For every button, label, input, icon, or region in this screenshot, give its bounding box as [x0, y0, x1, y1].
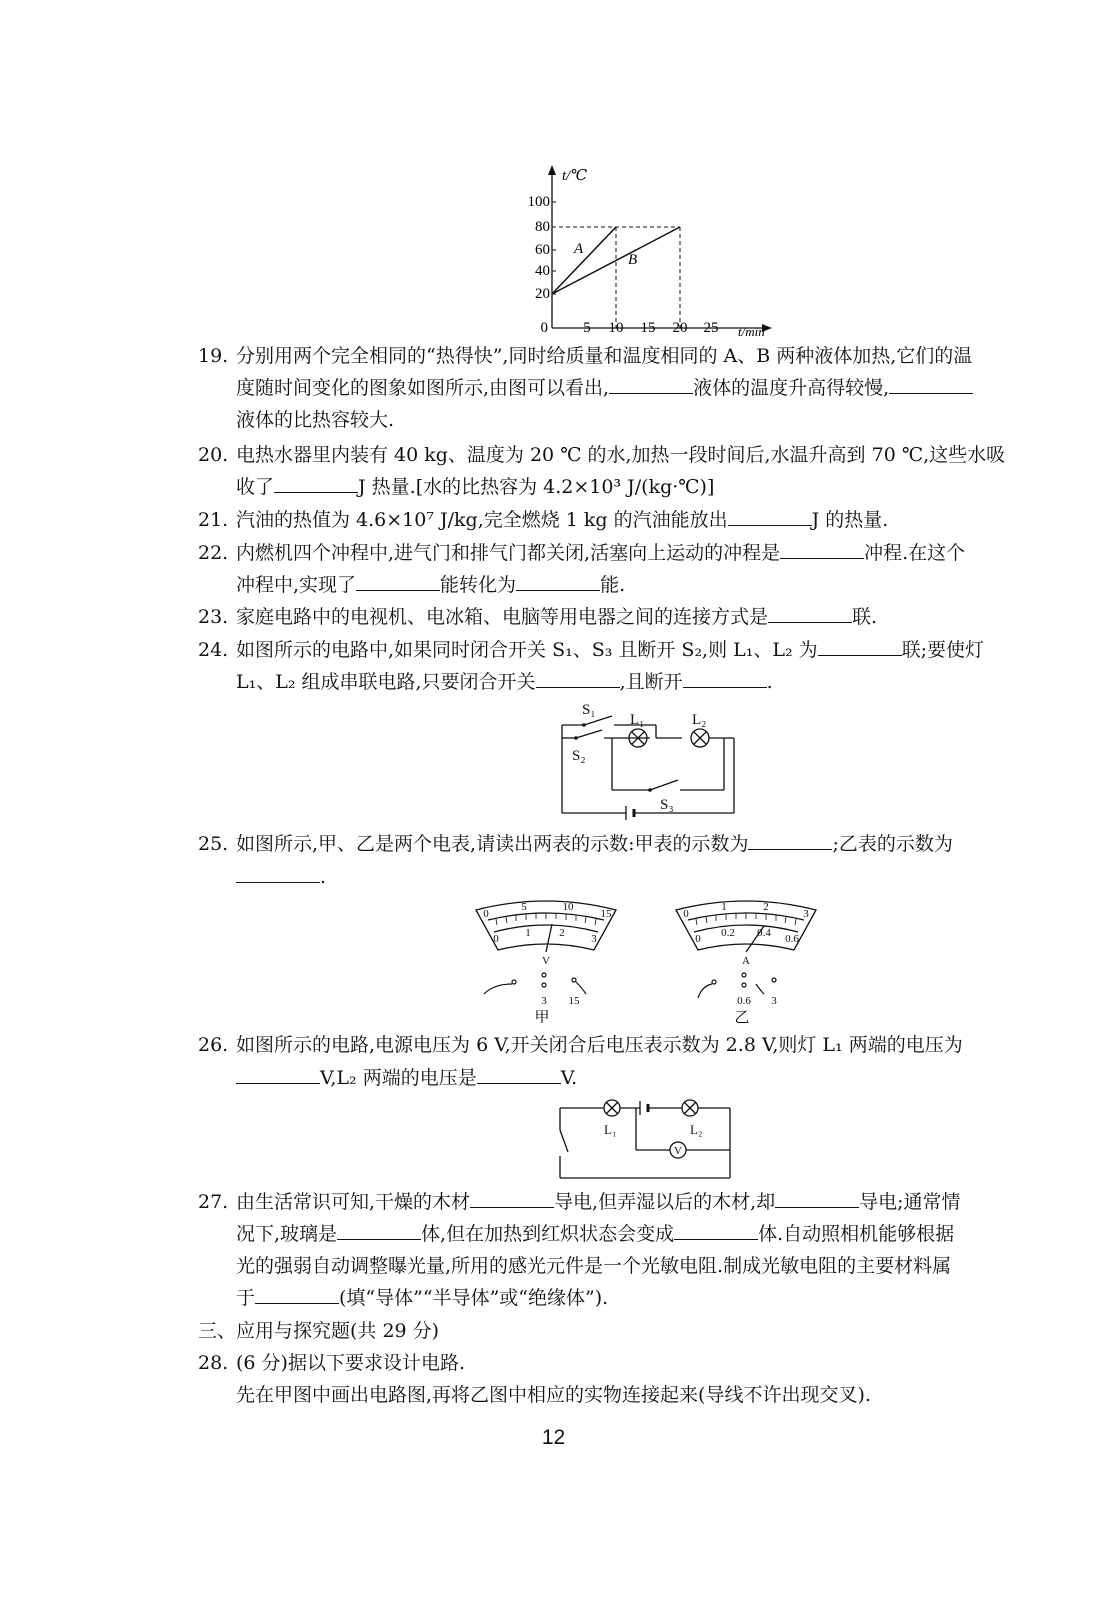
question-text: .: [766, 671, 773, 693]
answer-blank[interactable]: [536, 667, 620, 688]
question-text: 由生活常识可知,干燥的木材: [236, 1191, 471, 1213]
v-top-scale-5: 5: [521, 901, 527, 913]
temperature-time-graph: [510, 160, 780, 340]
y-tick-100: 100: [527, 194, 550, 210]
answer-blank[interactable]: [236, 862, 320, 883]
question-text: ;乙表的示数为: [832, 833, 953, 855]
question-19-line-3: [236, 404, 394, 436]
answer-blank[interactable]: [775, 1187, 859, 1208]
question-19: [198, 340, 1058, 372]
question-text: V,L₂ 两端的电压是: [320, 1067, 477, 1089]
answer-blank[interactable]: [674, 1219, 758, 1240]
origin-label: 0: [540, 320, 548, 336]
question-text: 如图所示,甲、乙是两个电表,请读出两表的示数:甲表的示数为: [236, 833, 749, 855]
meters-figure: [466, 898, 826, 1023]
a-top-scale-1: 1: [721, 901, 727, 913]
question-text: 导电,但弄湿以后的木材,却: [554, 1191, 776, 1213]
x-tick-25: 25: [703, 320, 719, 336]
v-bottom-scale-3: 3: [591, 933, 597, 945]
question-28: [198, 1347, 1058, 1379]
v-top-scale-10: 10: [562, 901, 574, 913]
circuit-diagram-26: [550, 1094, 740, 1184]
question-text: 内燃机四个冲程中,进气门和排气门都关闭,活塞向上运动的冲程是: [236, 542, 781, 564]
answer-blank[interactable]: [337, 1219, 421, 1240]
y-tick-20: 20: [535, 286, 550, 302]
question-20-line-2: [236, 471, 714, 503]
question-22-line-2: [236, 569, 625, 601]
answer-blank[interactable]: [477, 1063, 561, 1084]
question-text: 家庭电路中的电视机、电冰箱、电脑等用电器之间的连接方式是: [236, 606, 769, 628]
meter-caption-yi: 乙: [734, 1010, 750, 1023]
a-top-scale-0: 0: [683, 908, 689, 920]
question-number: 20.: [198, 444, 229, 466]
question-number: 25.: [198, 833, 229, 855]
question-19-line-2: [236, 372, 973, 404]
section-3-heading: [198, 1315, 1058, 1347]
x-tick-20: 20: [672, 320, 688, 336]
question-text: 光的强弱自动调整曝光量,所用的感光元件是一个光敏电阻.制成光敏电阻的主要材料属: [236, 1255, 952, 1277]
y-tick-60: 60: [535, 242, 550, 258]
page-number: 12: [541, 1426, 566, 1449]
question-25: [198, 828, 1058, 860]
question-text: 联;要使灯: [901, 639, 985, 661]
question-text: 电热水器里内装有 40 kg、温度为 20 ℃ 的水,加热一段时间后,水温升高到 70 ℃,这些水吸: [236, 444, 1006, 466]
question-number: 23.: [198, 606, 229, 628]
question-text: 导电;通常情: [859, 1191, 961, 1213]
line-a: [552, 227, 616, 294]
question-28-line-2: [236, 1379, 871, 1411]
label-a: A: [574, 241, 584, 257]
question-text: (6 分)据以下要求设计电路.: [236, 1352, 465, 1374]
answer-blank[interactable]: [236, 1063, 320, 1084]
x-tick-10: 10: [608, 320, 624, 336]
question-27: [198, 1186, 1058, 1218]
question-text: L₁、L₂ 组成串联电路,只要闭合开关: [236, 671, 536, 693]
lamp-l1-label: L₁: [604, 1122, 617, 1137]
answer-blank[interactable]: [609, 373, 693, 394]
v-bottom-scale-1: 1: [525, 927, 531, 939]
voltmeter-symbol: V: [542, 955, 550, 967]
question-27-line-3: [236, 1250, 951, 1282]
section-title: 三、应用与探究题(共 29 分): [198, 1320, 440, 1342]
ammeter-terminal-06: 0.6: [737, 995, 751, 1007]
question-text: 冲程.在这个: [864, 542, 966, 564]
x-tick-15: 15: [640, 320, 656, 336]
lamp-l2-label: L₂: [692, 712, 707, 728]
meter-caption-jia: 甲: [534, 1010, 550, 1023]
circuit-diagram-24: [550, 700, 750, 820]
question-text: 先在甲图中画出电路图,再将乙图中相应的实物连接起来(导线不许出现交叉).: [236, 1384, 871, 1406]
question-24: [198, 634, 1058, 666]
y-tick-80: 80: [535, 219, 550, 235]
v-top-scale-0: 0: [483, 908, 489, 920]
question-text: 于: [236, 1287, 256, 1309]
voltmeter-terminal-15: 15: [568, 995, 580, 1007]
v-bottom-scale-2: 2: [559, 927, 565, 939]
question-22: [198, 537, 1058, 569]
question-number: 19.: [198, 345, 229, 367]
question-26-line-2: [236, 1062, 577, 1094]
a-top-scale-2: 2: [763, 901, 769, 913]
answer-blank[interactable]: [728, 505, 812, 526]
answer-blank[interactable]: [889, 373, 973, 394]
question-21: [198, 504, 1058, 536]
question-text: 体,但在加热到红炽状态会变成: [421, 1223, 675, 1245]
a-bottom-scale-06: 0.6: [785, 933, 799, 945]
question-text: ,且断开: [619, 671, 683, 693]
question-text: 如图所示的电路中,如果同时闭合开关 S₁、S₃ 且断开 S₂,则 L₁、L₂ 为: [236, 639, 818, 661]
question-text: .: [320, 866, 327, 888]
answer-blank[interactable]: [683, 667, 767, 688]
question-text: 度随时间变化的图象如图所示,由图可以看出,: [236, 377, 610, 399]
question-text: 能.: [600, 574, 626, 596]
voltmeter-needle: [546, 924, 552, 952]
question-number: 28.: [198, 1352, 229, 1374]
question-text: 收了: [236, 476, 275, 498]
voltmeter-terminal-3: 3: [541, 995, 547, 1007]
lamp-l1-label: L₁: [630, 712, 645, 728]
answer-blank[interactable]: [748, 829, 832, 850]
question-number: 24.: [198, 639, 229, 661]
ammeter-terminal-3: 3: [771, 995, 777, 1007]
switch-s3-label: S₃: [660, 797, 674, 813]
question-number: 26.: [198, 1034, 229, 1056]
question-23: [198, 601, 1058, 633]
answer-blank[interactable]: [516, 570, 600, 591]
label-b: B: [628, 252, 638, 268]
a-bottom-scale-04: 0.4: [757, 927, 771, 939]
question-24-line-2: [236, 666, 773, 698]
answer-blank[interactable]: [818, 635, 902, 656]
question-text: 能转化为: [440, 574, 517, 596]
answer-blank[interactable]: [780, 538, 864, 559]
question-20: [198, 439, 1058, 471]
question-text: V.: [560, 1067, 578, 1089]
question-text: 液体的比热容较大.: [236, 409, 395, 431]
question-text: J 的热量.: [811, 509, 889, 531]
a-top-scale-3: 3: [803, 908, 809, 920]
question-27-line-2: [236, 1218, 954, 1250]
answer-blank[interactable]: [768, 602, 852, 623]
question-text: 液体的温度升高得较慢,: [693, 377, 890, 399]
y-tick-labels: [528, 194, 551, 302]
answer-blank[interactable]: [274, 472, 358, 493]
v-bottom-scale-0: 0: [493, 933, 499, 945]
switch-s1-label: S₁: [582, 702, 596, 718]
switch-s2-label: S₂: [572, 748, 586, 764]
v-top-scale-15: 15: [600, 908, 612, 920]
question-number: 27.: [198, 1191, 229, 1213]
question-number: 22.: [198, 542, 229, 564]
answer-blank[interactable]: [356, 570, 440, 591]
question-text: 冲程中,实现了: [236, 574, 357, 596]
answer-blank[interactable]: [470, 1187, 554, 1208]
lamp-l2-label: L₂: [690, 1122, 703, 1137]
a-bottom-scale-02: 0.2: [721, 927, 735, 939]
question-26: [198, 1029, 1058, 1061]
question-text: 分别用两个完全相同的“热得快”,同时给质量和温度相同的 A、B 两种液体加热,它们的温: [236, 345, 973, 367]
y-tick-40: 40: [535, 263, 550, 279]
question-25-line-2: [236, 861, 326, 893]
question-text: 联.: [852, 606, 878, 628]
question-text: 体.自动照相机能够根据: [758, 1223, 955, 1245]
voltmeter-label: V: [674, 1145, 682, 1157]
question-27-line-4: [236, 1282, 608, 1314]
x-axis-label: t/min: [738, 324, 765, 339]
answer-blank[interactable]: [255, 1283, 339, 1304]
ammeter-symbol: A: [742, 955, 750, 967]
y-axis-label: t/℃: [562, 168, 588, 184]
question-text: 况下,玻璃是: [236, 1223, 338, 1245]
a-bottom-scale-0: 0: [695, 933, 701, 945]
question-text: (填“导体”“半导体”或“绝缘体”).: [339, 1287, 609, 1309]
question-text: J 热量.[水的比热容为 4.2×10³ J/(kg·℃)]: [358, 476, 715, 498]
question-text: 如图所示的电路,电源电压为 6 V,开关闭合后电压表示数为 2.8 V,则灯 L₁ 两端的电压为: [236, 1034, 963, 1056]
x-tick-5: 5: [583, 320, 591, 336]
question-number: 21.: [198, 509, 229, 531]
question-text: 汽油的热值为 4.6×10⁷ J/kg,完全燃烧 1 kg 的汽油能放出: [236, 509, 728, 531]
